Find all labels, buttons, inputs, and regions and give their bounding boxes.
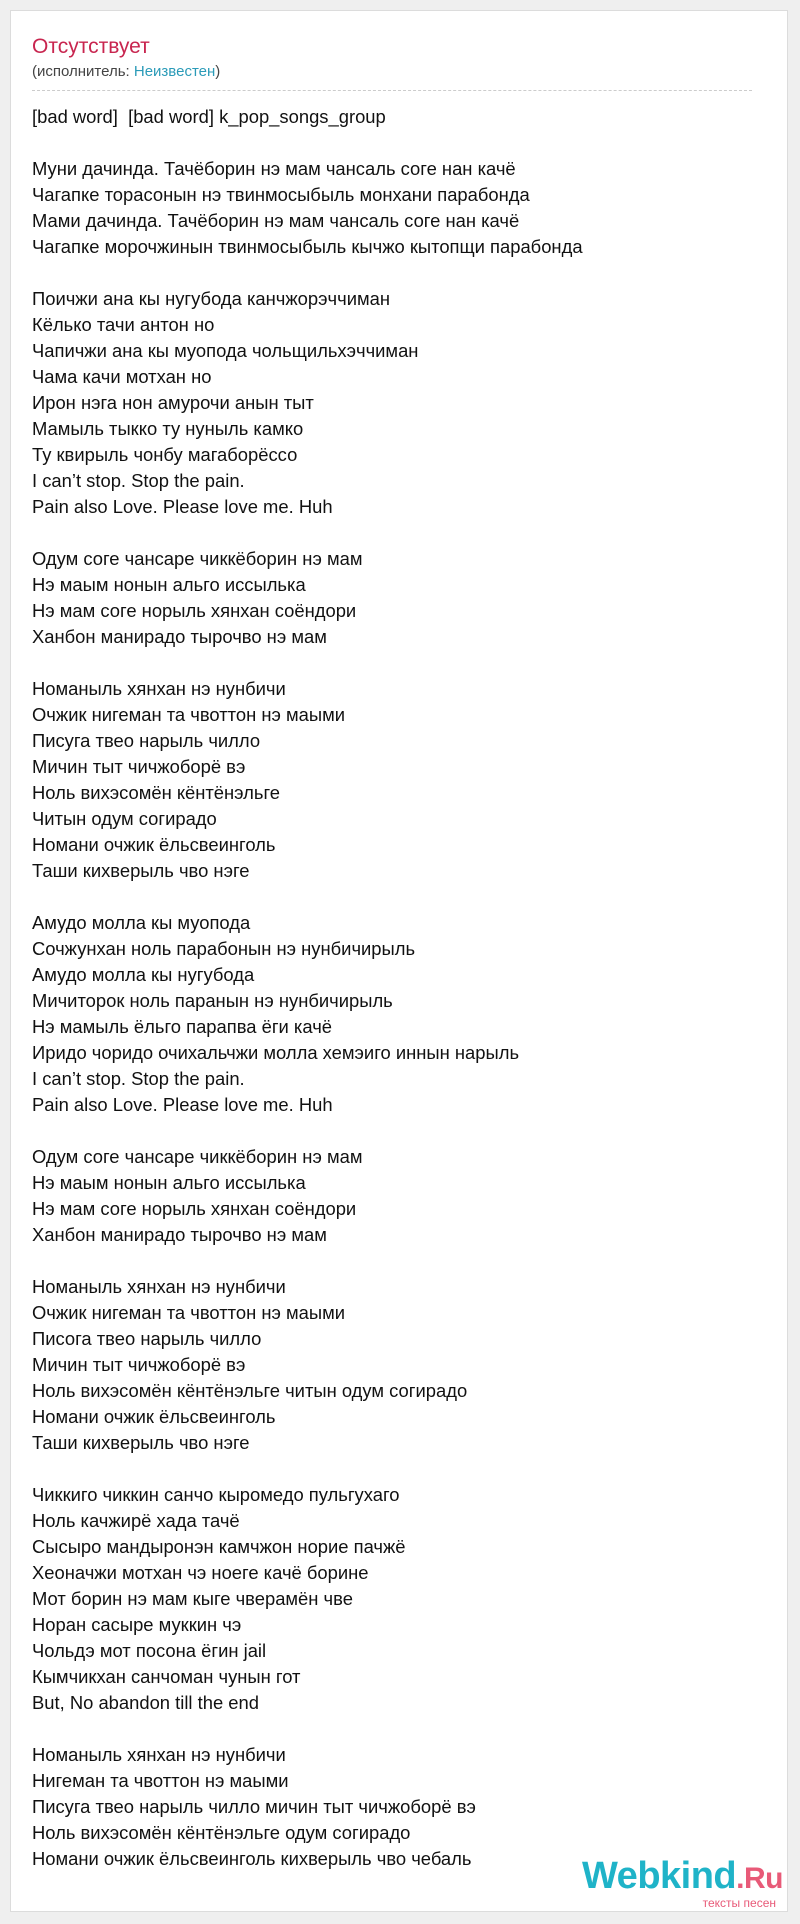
lyrics-line: Кымчикхан санчоман чунын гот	[32, 1666, 301, 1687]
lyrics-line: Муни дачинда. Тачёборин нэ мам чансаль соге нан качё	[32, 158, 516, 179]
lyrics-line: Поичжи ана кы нугубода канчжорэччиман	[32, 288, 390, 309]
lyrics-line: Нэ маым нонын альго иссылька	[32, 574, 306, 595]
lyrics-line: Одум соге чансаре чиккёборин нэ мам	[32, 548, 363, 569]
lyrics-line: Ханбон манирадо тырочво нэ мам	[32, 1224, 327, 1245]
lyrics-line: Чиккиго чиккин санчо кыромедо пульгухаго	[32, 1484, 400, 1505]
lyrics-line: Писуга твео нарыль чилло мичин тыт чичжоборё вэ	[32, 1796, 476, 1817]
lyrics-line: Сысыро мандыронэн камчжон норие пачжё	[32, 1536, 406, 1557]
lyrics-line: I can’t stop. Stop the pain.	[32, 470, 245, 491]
lyrics-body	[32, 104, 583, 1872]
lyrics-line: Pain also Love. Please love me. Huh	[32, 1094, 333, 1115]
lyrics-line: But, No abandon till the end	[32, 1692, 259, 1713]
lyrics-line: Очжик нигеман та чвоттон нэ маыми	[32, 1302, 346, 1323]
artist-link[interactable]: Неизвестен	[133, 63, 216, 80]
lyrics-line: Ноль вихэсомён кёнтёнэльге	[32, 782, 280, 803]
lyrics-blank-line	[32, 130, 583, 156]
lyrics-line: Норан сасыре муккин чэ	[32, 1614, 242, 1635]
lyrics-blank-line	[32, 1118, 583, 1144]
lyrics-line: Писуга твео нарыль чилло	[32, 730, 261, 751]
lyrics-line: Амудо молла кы муопода	[32, 912, 251, 933]
lyrics-line: Pain also Love. Please love me. Huh	[32, 496, 333, 517]
lyrics-line: Сочжунхан ноль парабонын нэ нунбичирыль	[32, 938, 416, 959]
lyrics-line: Ирон нэга нон амурочи анын тыт	[32, 392, 314, 413]
lyrics-line: Мичин тыт чичжоборё вэ	[32, 1354, 246, 1375]
lyrics-line: Чагапке морочжинын твинмосыбыль кычжо кытопщи парабонда	[32, 236, 583, 257]
lyrics-line: Таши кихверыль чво нэге	[32, 860, 250, 881]
lyrics-line: Ханбон манирадо тырочво нэ мам	[32, 626, 327, 647]
lyrics-line: Нигеман та чвоттон нэ маыми	[32, 1770, 289, 1791]
lyrics-line: Читын одум согирадо	[32, 808, 217, 829]
lyrics-line: Ту квирыль чонбу магаборёссо	[32, 444, 298, 465]
lyrics-line: Номани очжик ёльсвеинголь	[32, 1406, 276, 1427]
lyrics-line: Кёлько тачи антон но	[32, 314, 215, 335]
lyrics-blank-line	[32, 1716, 583, 1742]
lyrics-line: Номаныль хянхан нэ нунбичи	[32, 1744, 286, 1765]
lyrics-line: Ноль вихэсомён кёнтёнэльге одум согирадо	[32, 1822, 411, 1843]
lyrics-line: Мичиторок ноль паранын нэ нунбичирыль	[32, 990, 393, 1011]
lyrics-blank-line	[32, 1456, 583, 1482]
lyrics-line: Чапичжи ана кы муопода чольщильхэччиман	[32, 340, 419, 361]
lyrics-line: Ноль качжирё хада тачё	[32, 1510, 240, 1531]
lyrics-line: Нэ мам соге норыль хянхан соёндори	[32, 1198, 357, 1219]
lyrics-line: Одум соге чансаре чиккёборин нэ мам	[32, 1146, 363, 1167]
logo-domain: .Ru	[736, 1862, 783, 1895]
song-title: Отсутствует	[32, 35, 150, 58]
lyrics-line: Чама качи мотхан но	[32, 366, 212, 387]
lyrics-blank-line	[32, 260, 583, 286]
lyrics-blank-line	[32, 884, 583, 910]
lyrics-line: Ноль вихэсомён кёнтёнэльге читын одум согирадо	[32, 1380, 468, 1401]
lyrics-line: Хеоначжи мотхан чэ ноеге качё борине	[32, 1562, 369, 1583]
lyrics-line: Нэ мам соге норыль хянхан соёндори	[32, 600, 357, 621]
lyrics-line: Таши кихверыль чво нэге	[32, 1432, 250, 1453]
song-artist-line	[32, 62, 220, 82]
lyrics-line: Номаныль хянхан нэ нунбичи	[32, 1276, 286, 1297]
lyrics-line: Мот борин нэ мам кыге чверамён чве	[32, 1588, 353, 1609]
lyrics-line: Амудо молла кы нугубода	[32, 964, 255, 985]
lyrics-line: Мамыль тыкко ту нуныль камко	[32, 418, 304, 439]
lyrics-line: Иридо чоридо очихальчжи молла хемэиго иннын нарыль	[32, 1042, 520, 1063]
logo-word: Webkind	[582, 1855, 737, 1897]
lyrics-line: Мичин тыт чичжоборё вэ	[32, 756, 246, 777]
lyrics-line: Чольдэ мот посона ёгин jail	[32, 1640, 267, 1661]
artist-suffix: )	[215, 63, 221, 80]
lyrics-line: Номани очжик ёльсвеинголь кихверыль чво чебаль	[32, 1848, 472, 1869]
lyrics-blank-line	[32, 520, 583, 546]
artist-prefix: (исполнитель:	[32, 63, 134, 80]
lyrics-blank-line	[32, 650, 583, 676]
header-divider	[32, 90, 752, 91]
lyrics-line: Номаныль хянхан нэ нунбичи	[32, 678, 286, 699]
lyrics-line: Мами дачинда. Тачёборин нэ мам чансаль соге нан качё	[32, 210, 520, 231]
lyrics-line: Нэ маым нонын альго иссылька	[32, 1172, 306, 1193]
lyrics-line: I can’t stop. Stop the pain.	[32, 1068, 245, 1089]
lyrics-line: Очжик нигеман та чвоттон нэ маыми	[32, 704, 346, 725]
site-logo[interactable]	[582, 1854, 782, 1910]
lyrics-line: Писога твео нарыль чилло	[32, 1328, 262, 1349]
logo-wordmark	[582, 1854, 783, 1901]
lyrics-blank-line	[32, 1248, 583, 1274]
lyrics-line: Нэ мамыль ёльго парапва ёги качё	[32, 1016, 333, 1037]
lyrics-line: Номани очжик ёльсвеинголь	[32, 834, 276, 855]
lyrics-line: [bad word] [bad word] k_pop_songs_group	[32, 106, 386, 127]
lyrics-line: Чагапке торасонын нэ твинмосыбыль монхани парабонда	[32, 184, 530, 205]
logo-tagline: тексты песен	[702, 1896, 776, 1910]
